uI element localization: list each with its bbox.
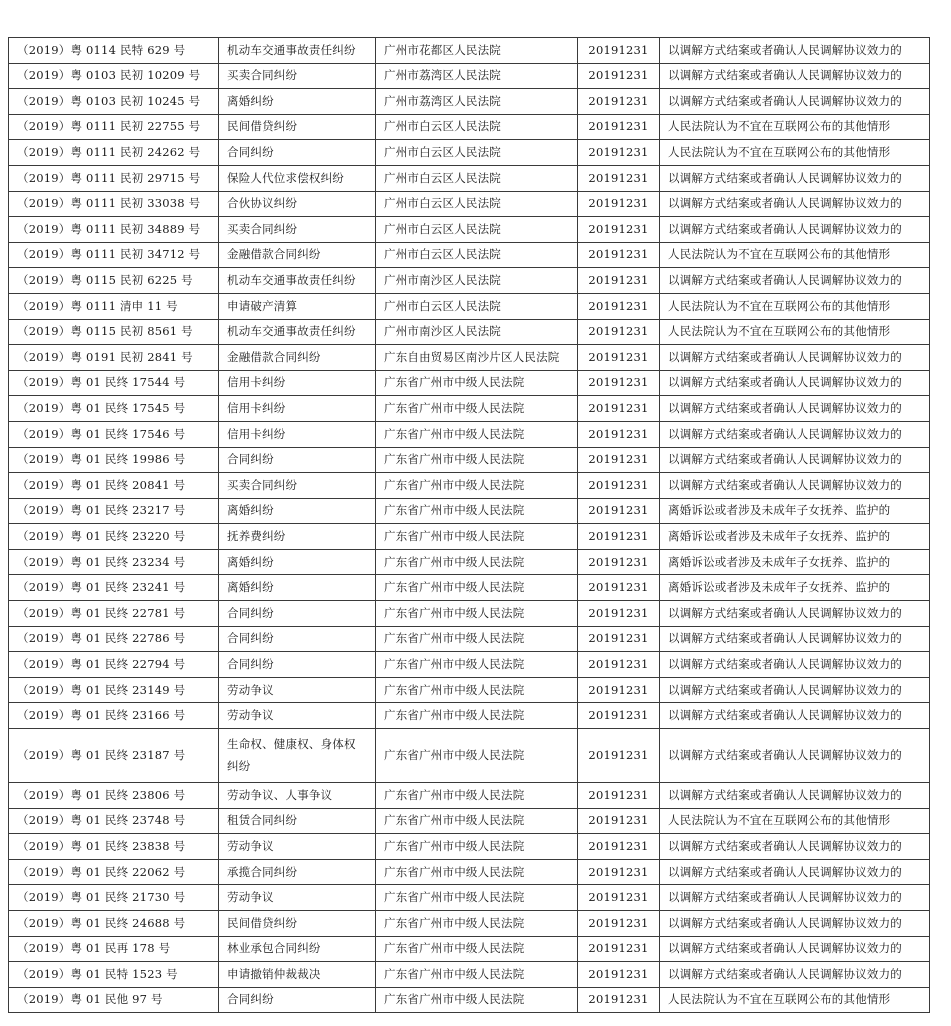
case-number-cell: （2019）粤 0114 民特 629 号 xyxy=(9,38,219,64)
case-cause-cell: 信用卡纠纷 xyxy=(219,421,376,447)
reason-cell: 离婚诉讼或者涉及未成年子女抚养、监护的 xyxy=(660,524,930,550)
date-cell: 20191231 xyxy=(578,140,660,166)
reason-cell: 人民法院认为不宜在互联网公布的其他情形 xyxy=(660,987,930,1013)
reason-cell: 以调解方式结案或者确认人民调解协议效力的 xyxy=(660,396,930,422)
court-name-cell: 广州市白云区人民法院 xyxy=(376,217,578,243)
court-name-cell: 广东省广州市中级人民法院 xyxy=(376,885,578,911)
case-number-cell: （2019）粤 0111 民初 33038 号 xyxy=(9,191,219,217)
date-cell: 20191231 xyxy=(578,859,660,885)
table-row xyxy=(9,987,930,1013)
case-cause-cell: 金融借款合同纠纷 xyxy=(219,345,376,371)
case-number-cell: （2019）粤 0111 民初 24262 号 xyxy=(9,140,219,166)
court-name-cell: 广州市南沙区人民法院 xyxy=(376,268,578,294)
case-cause-cell: 机动车交通事故责任纠纷 xyxy=(219,268,376,294)
case-cause-cell: 承揽合同纠纷 xyxy=(219,859,376,885)
table-row xyxy=(9,601,930,627)
case-cause-cell: 金融借款合同纠纷 xyxy=(219,242,376,268)
table-row xyxy=(9,962,930,988)
table-row xyxy=(9,268,930,294)
date-cell: 20191231 xyxy=(578,268,660,294)
case-number-cell: （2019）粤 01 民终 23234 号 xyxy=(9,549,219,575)
court-name-cell: 广州市白云区人民法院 xyxy=(376,242,578,268)
date-cell: 20191231 xyxy=(578,345,660,371)
court-name-cell: 广东省广州市中级人民法院 xyxy=(376,549,578,575)
reason-cell: 以调解方式结案或者确认人民调解协议效力的 xyxy=(660,165,930,191)
table-row xyxy=(9,191,930,217)
case-cause-cell: 买卖合同纠纷 xyxy=(219,217,376,243)
case-number-cell: （2019）粤 01 民终 20841 号 xyxy=(9,473,219,499)
date-cell: 20191231 xyxy=(578,165,660,191)
court-name-cell: 广东省广州市中级人民法院 xyxy=(376,575,578,601)
reason-cell: 以调解方式结案或者确认人民调解协议效力的 xyxy=(660,652,930,678)
reason-cell: 以调解方式结案或者确认人民调解协议效力的 xyxy=(660,601,930,627)
case-cause-cell: 抚养费纠纷 xyxy=(219,524,376,550)
case-cause-cell: 民间借贷纠纷 xyxy=(219,911,376,937)
court-name-cell: 广州市白云区人民法院 xyxy=(376,114,578,140)
court-name-cell: 广东省广州市中级人民法院 xyxy=(376,729,578,783)
case-cause-cell: 机动车交通事故责任纠纷 xyxy=(219,38,376,64)
case-cause-cell: 劳动争议、人事争议 xyxy=(219,783,376,809)
court-name-cell: 广东省广州市中级人民法院 xyxy=(376,626,578,652)
date-cell: 20191231 xyxy=(578,191,660,217)
table-row xyxy=(9,370,930,396)
date-cell: 20191231 xyxy=(578,319,660,345)
case-number-cell: （2019）粤 01 民再 178 号 xyxy=(9,936,219,962)
reason-cell: 人民法院认为不宜在互联网公布的其他情形 xyxy=(660,293,930,319)
case-number-cell: （2019）粤 01 民终 21730 号 xyxy=(9,885,219,911)
case-number-cell: （2019）粤 01 民终 23149 号 xyxy=(9,677,219,703)
date-cell: 20191231 xyxy=(578,652,660,678)
case-cause-cell: 离婚纠纷 xyxy=(219,549,376,575)
date-cell: 20191231 xyxy=(578,63,660,89)
table-row xyxy=(9,859,930,885)
reason-cell: 离婚诉讼或者涉及未成年子女抚养、监护的 xyxy=(660,498,930,524)
case-cause-cell: 劳动争议 xyxy=(219,703,376,729)
date-cell: 20191231 xyxy=(578,575,660,601)
date-cell: 20191231 xyxy=(578,370,660,396)
reason-cell: 以调解方式结案或者确认人民调解协议效力的 xyxy=(660,677,930,703)
date-cell: 20191231 xyxy=(578,729,660,783)
table-row xyxy=(9,114,930,140)
case-number-cell: （2019）粤 01 民终 23748 号 xyxy=(9,808,219,834)
reason-cell: 离婚诉讼或者涉及未成年子女抚养、监护的 xyxy=(660,575,930,601)
court-name-cell: 广州市白云区人民法院 xyxy=(376,191,578,217)
date-cell: 20191231 xyxy=(578,601,660,627)
case-number-cell: （2019）粤 0111 民初 34712 号 xyxy=(9,242,219,268)
reason-cell: 以调解方式结案或者确认人民调解协议效力的 xyxy=(660,703,930,729)
case-cause-cell: 合同纠纷 xyxy=(219,601,376,627)
court-name-cell: 广州市花都区人民法院 xyxy=(376,38,578,64)
case-number-cell: （2019）粤 01 民终 23220 号 xyxy=(9,524,219,550)
case-cause-cell: 机动车交通事故责任纠纷 xyxy=(219,319,376,345)
case-number-cell: （2019）粤 01 民终 22781 号 xyxy=(9,601,219,627)
reason-cell: 以调解方式结案或者确认人民调解协议效力的 xyxy=(660,345,930,371)
table-row xyxy=(9,729,930,783)
case-cause-cell: 合伙协议纠纷 xyxy=(219,191,376,217)
case-number-cell: （2019）粤 01 民终 23217 号 xyxy=(9,498,219,524)
table-row xyxy=(9,447,930,473)
court-name-cell: 广州市荔湾区人民法院 xyxy=(376,89,578,115)
reason-cell: 以调解方式结案或者确认人民调解协议效力的 xyxy=(660,191,930,217)
court-name-cell: 广东省广州市中级人民法院 xyxy=(376,703,578,729)
case-number-cell: （2019）粤 01 民终 22794 号 xyxy=(9,652,219,678)
document-page xyxy=(8,37,929,1013)
table-row xyxy=(9,885,930,911)
court-name-cell: 广东省广州市中级人民法院 xyxy=(376,370,578,396)
table-row xyxy=(9,319,930,345)
case-cause-cell: 合同纠纷 xyxy=(219,140,376,166)
case-number-cell: （2019）粤 01 民终 23838 号 xyxy=(9,834,219,860)
table-row xyxy=(9,783,930,809)
case-number-cell: （2019）粤 0111 民初 34889 号 xyxy=(9,217,219,243)
date-cell: 20191231 xyxy=(578,447,660,473)
case-cause-cell: 合同纠纷 xyxy=(219,652,376,678)
date-cell: 20191231 xyxy=(578,677,660,703)
table-row xyxy=(9,293,930,319)
reason-cell: 人民法院认为不宜在互联网公布的其他情形 xyxy=(660,319,930,345)
case-number-cell: （2019）粤 0191 民初 2841 号 xyxy=(9,345,219,371)
date-cell: 20191231 xyxy=(578,89,660,115)
date-cell: 20191231 xyxy=(578,962,660,988)
table-row xyxy=(9,63,930,89)
table-row xyxy=(9,677,930,703)
date-cell: 20191231 xyxy=(578,987,660,1013)
reason-cell: 以调解方式结案或者确认人民调解协议效力的 xyxy=(660,859,930,885)
table-row xyxy=(9,396,930,422)
date-cell: 20191231 xyxy=(578,473,660,499)
case-cause-cell: 劳动争议 xyxy=(219,677,376,703)
reason-cell: 离婚诉讼或者涉及未成年子女抚养、监护的 xyxy=(660,549,930,575)
case-number-cell: （2019）粤 01 民终 23187 号 xyxy=(9,729,219,783)
court-name-cell: 广东省广州市中级人民法院 xyxy=(376,601,578,627)
table-row xyxy=(9,549,930,575)
case-cause-cell: 租赁合同纠纷 xyxy=(219,808,376,834)
table-row xyxy=(9,38,930,64)
reason-cell: 以调解方式结案或者确认人民调解协议效力的 xyxy=(660,63,930,89)
case-cause-cell: 合同纠纷 xyxy=(219,447,376,473)
date-cell: 20191231 xyxy=(578,936,660,962)
reason-cell: 以调解方式结案或者确认人民调解协议效力的 xyxy=(660,421,930,447)
date-cell: 20191231 xyxy=(578,217,660,243)
reason-cell: 以调解方式结案或者确认人民调解协议效力的 xyxy=(660,834,930,860)
case-table-body xyxy=(9,38,930,1013)
table-row xyxy=(9,834,930,860)
court-name-cell: 广东省广州市中级人民法院 xyxy=(376,987,578,1013)
court-name-cell: 广东省广州市中级人民法院 xyxy=(376,524,578,550)
reason-cell: 人民法院认为不宜在互联网公布的其他情形 xyxy=(660,140,930,166)
court-name-cell: 广东省广州市中级人民法院 xyxy=(376,447,578,473)
case-number-cell: （2019）粤 01 民终 22786 号 xyxy=(9,626,219,652)
reason-cell: 人民法院认为不宜在互联网公布的其他情形 xyxy=(660,114,930,140)
case-cause-cell: 合同纠纷 xyxy=(219,987,376,1013)
reason-cell: 以调解方式结案或者确认人民调解协议效力的 xyxy=(660,885,930,911)
date-cell: 20191231 xyxy=(578,498,660,524)
table-row xyxy=(9,652,930,678)
date-cell: 20191231 xyxy=(578,114,660,140)
court-name-cell: 广州市南沙区人民法院 xyxy=(376,319,578,345)
court-name-cell: 广州市荔湾区人民法院 xyxy=(376,63,578,89)
reason-cell: 以调解方式结案或者确认人民调解协议效力的 xyxy=(660,962,930,988)
court-name-cell: 广州市白云区人民法院 xyxy=(376,140,578,166)
reason-cell: 以调解方式结案或者确认人民调解协议效力的 xyxy=(660,217,930,243)
table-row xyxy=(9,808,930,834)
table-row xyxy=(9,911,930,937)
court-name-cell: 广东省广州市中级人民法院 xyxy=(376,859,578,885)
date-cell: 20191231 xyxy=(578,834,660,860)
case-number-cell: （2019）粤 01 民终 24688 号 xyxy=(9,911,219,937)
date-cell: 20191231 xyxy=(578,549,660,575)
case-number-cell: （2019）粤 0111 民初 22755 号 xyxy=(9,114,219,140)
court-name-cell: 广东自由贸易区南沙片区人民法院 xyxy=(376,345,578,371)
court-name-cell: 广东省广州市中级人民法院 xyxy=(376,498,578,524)
case-number-cell: （2019）粤 0115 民初 8561 号 xyxy=(9,319,219,345)
table-row xyxy=(9,89,930,115)
table-row xyxy=(9,421,930,447)
case-cause-cell: 离婚纠纷 xyxy=(219,89,376,115)
case-number-cell: （2019）粤 0111 清申 11 号 xyxy=(9,293,219,319)
case-number-cell: （2019）粤 0111 民初 29715 号 xyxy=(9,165,219,191)
table-row xyxy=(9,217,930,243)
table-row xyxy=(9,498,930,524)
date-cell: 20191231 xyxy=(578,524,660,550)
case-cause-cell: 合同纠纷 xyxy=(219,626,376,652)
table-row xyxy=(9,575,930,601)
court-name-cell: 广东省广州市中级人民法院 xyxy=(376,677,578,703)
case-cause-cell: 买卖合同纠纷 xyxy=(219,63,376,89)
date-cell: 20191231 xyxy=(578,885,660,911)
table-row xyxy=(9,242,930,268)
date-cell: 20191231 xyxy=(578,703,660,729)
case-number-cell: （2019）粤 01 民终 17546 号 xyxy=(9,421,219,447)
case-number-cell: （2019）粤 01 民终 17544 号 xyxy=(9,370,219,396)
case-number-cell: （2019）粤 0103 民初 10245 号 xyxy=(9,89,219,115)
date-cell: 20191231 xyxy=(578,626,660,652)
case-cause-cell: 林业承包合同纠纷 xyxy=(219,936,376,962)
case-number-cell: （2019）粤 01 民他 97 号 xyxy=(9,987,219,1013)
court-name-cell: 广州市白云区人民法院 xyxy=(376,293,578,319)
date-cell: 20191231 xyxy=(578,808,660,834)
reason-cell: 以调解方式结案或者确认人民调解协议效力的 xyxy=(660,370,930,396)
case-cause-cell: 离婚纠纷 xyxy=(219,575,376,601)
case-cause-cell: 离婚纠纷 xyxy=(219,498,376,524)
court-name-cell: 广东省广州市中级人民法院 xyxy=(376,421,578,447)
court-name-cell: 广东省广州市中级人民法院 xyxy=(376,936,578,962)
case-cause-cell: 申请撤销仲裁裁决 xyxy=(219,962,376,988)
case-table xyxy=(8,37,930,1013)
reason-cell: 人民法院认为不宜在互联网公布的其他情形 xyxy=(660,242,930,268)
table-row xyxy=(9,345,930,371)
case-cause-cell: 信用卡纠纷 xyxy=(219,396,376,422)
case-cause-cell: 买卖合同纠纷 xyxy=(219,473,376,499)
court-name-cell: 广东省广州市中级人民法院 xyxy=(376,652,578,678)
case-cause-cell: 民间借贷纠纷 xyxy=(219,114,376,140)
date-cell: 20191231 xyxy=(578,911,660,937)
table-row xyxy=(9,703,930,729)
court-name-cell: 广东省广州市中级人民法院 xyxy=(376,962,578,988)
reason-cell: 以调解方式结案或者确认人民调解协议效力的 xyxy=(660,729,930,783)
reason-cell: 以调解方式结案或者确认人民调解协议效力的 xyxy=(660,936,930,962)
case-number-cell: （2019）粤 01 民终 23806 号 xyxy=(9,783,219,809)
date-cell: 20191231 xyxy=(578,421,660,447)
date-cell: 20191231 xyxy=(578,783,660,809)
case-cause-cell: 申请破产清算 xyxy=(219,293,376,319)
table-row xyxy=(9,165,930,191)
table-row xyxy=(9,140,930,166)
reason-cell: 以调解方式结案或者确认人民调解协议效力的 xyxy=(660,473,930,499)
table-row xyxy=(9,473,930,499)
reason-cell: 以调解方式结案或者确认人民调解协议效力的 xyxy=(660,38,930,64)
court-name-cell: 广东省广州市中级人民法院 xyxy=(376,473,578,499)
reason-cell: 以调解方式结案或者确认人民调解协议效力的 xyxy=(660,268,930,294)
reason-cell: 以调解方式结案或者确认人民调解协议效力的 xyxy=(660,783,930,809)
case-cause-cell: 信用卡纠纷 xyxy=(219,370,376,396)
case-number-cell: （2019）粤 0115 民初 6225 号 xyxy=(9,268,219,294)
case-number-cell: （2019）粤 01 民终 22062 号 xyxy=(9,859,219,885)
reason-cell: 以调解方式结案或者确认人民调解协议效力的 xyxy=(660,447,930,473)
table-row xyxy=(9,524,930,550)
court-name-cell: 广东省广州市中级人民法院 xyxy=(376,783,578,809)
date-cell: 20191231 xyxy=(578,242,660,268)
case-number-cell: （2019）粤 0103 民初 10209 号 xyxy=(9,63,219,89)
reason-cell: 以调解方式结案或者确认人民调解协议效力的 xyxy=(660,911,930,937)
court-name-cell: 广东省广州市中级人民法院 xyxy=(376,834,578,860)
case-number-cell: （2019）粤 01 民特 1523 号 xyxy=(9,962,219,988)
court-name-cell: 广州市白云区人民法院 xyxy=(376,165,578,191)
reason-cell: 以调解方式结案或者确认人民调解协议效力的 xyxy=(660,89,930,115)
date-cell: 20191231 xyxy=(578,38,660,64)
case-number-cell: （2019）粤 01 民终 23166 号 xyxy=(9,703,219,729)
case-cause-cell: 保险人代位求偿权纠纷 xyxy=(219,165,376,191)
case-number-cell: （2019）粤 01 民终 17545 号 xyxy=(9,396,219,422)
reason-cell: 人民法院认为不宜在互联网公布的其他情形 xyxy=(660,808,930,834)
case-number-cell: （2019）粤 01 民终 19986 号 xyxy=(9,447,219,473)
date-cell: 20191231 xyxy=(578,293,660,319)
court-name-cell: 广东省广州市中级人民法院 xyxy=(376,808,578,834)
court-name-cell: 广东省广州市中级人民法院 xyxy=(376,396,578,422)
case-number-cell: （2019）粤 01 民终 23241 号 xyxy=(9,575,219,601)
case-cause-cell: 生命权、健康权、身体权纠纷 xyxy=(219,729,376,783)
reason-cell: 以调解方式结案或者确认人民调解协议效力的 xyxy=(660,626,930,652)
date-cell: 20191231 xyxy=(578,396,660,422)
table-row xyxy=(9,626,930,652)
case-cause-cell: 劳动争议 xyxy=(219,885,376,911)
court-name-cell: 广东省广州市中级人民法院 xyxy=(376,911,578,937)
case-cause-cell: 劳动争议 xyxy=(219,834,376,860)
table-row xyxy=(9,936,930,962)
